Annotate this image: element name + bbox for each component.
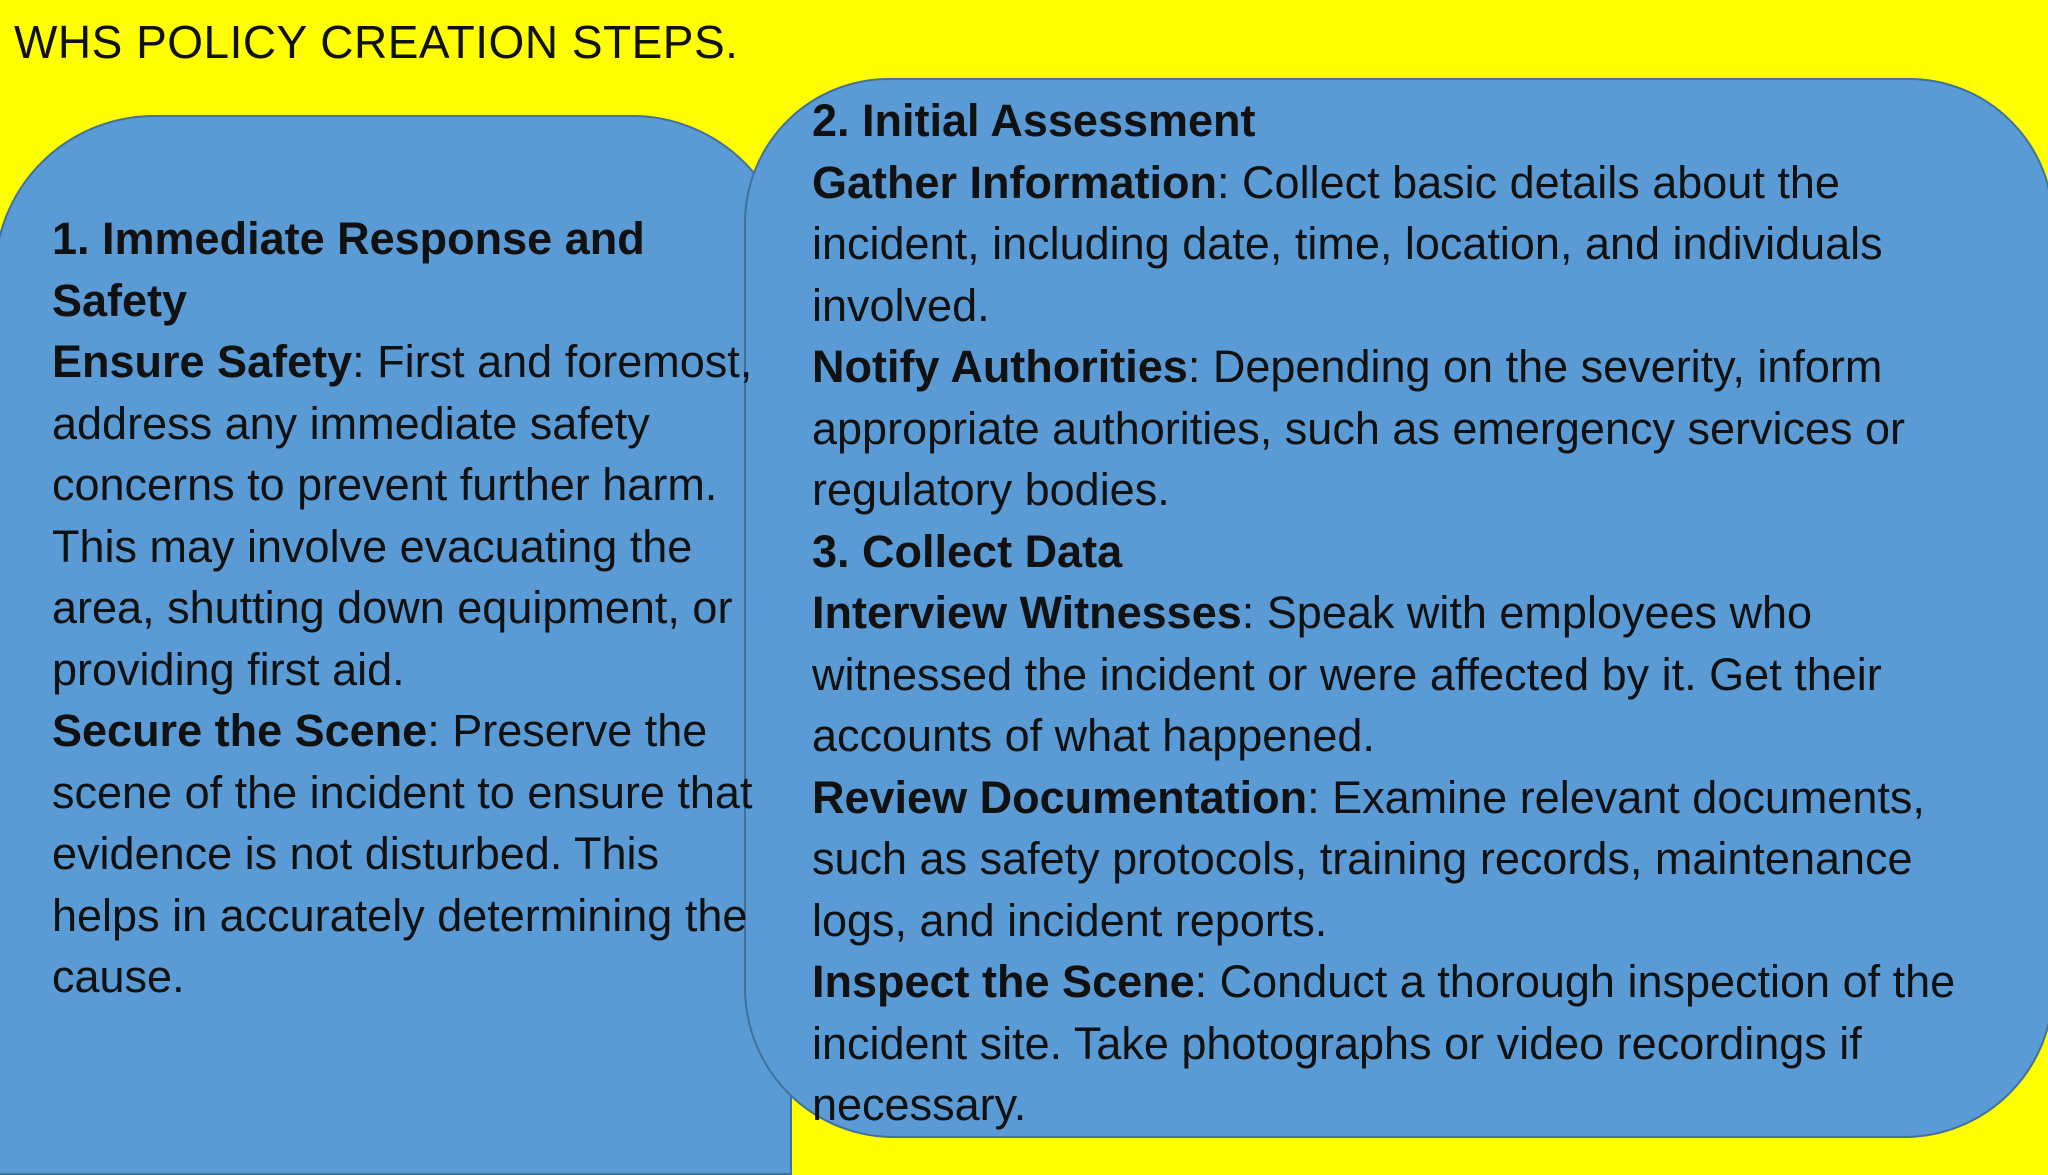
text-review-documentation: Examine relevant documents, such as safety protocols, training records, maintenance logs, and incident reports. <box>812 771 1925 946</box>
item-notify-authorities <box>812 336 2012 521</box>
colon: : <box>1307 771 1320 823</box>
colon: : <box>1187 341 1201 392</box>
text-secure-scene: Preserve the scene of the incident to ensure that evidence is not disturbed. This helps in accurately determining the cause. <box>52 705 753 1002</box>
section-heading-collect-data: 3. Collect Data <box>812 525 1123 577</box>
item-inspect-scene <box>812 951 2012 1136</box>
term-review-documentation: Review Documentation <box>812 771 1308 823</box>
item-interview-witnesses <box>812 582 2012 767</box>
text-inspect-scene: Conduct a thorough inspection of the incident site. Take photographs or video recordings if necessary. <box>812 956 1956 1130</box>
section-heading-initial-assessment: 2. Initial Assessment <box>812 95 1256 146</box>
colon: : <box>1217 156 1230 208</box>
term-notify-authorities: Notify Authorities <box>812 341 1188 392</box>
colon: : <box>427 705 440 756</box>
colon: : <box>352 336 365 387</box>
right-text-block <box>812 90 2012 1136</box>
text-interview-witnesses: Speak with employees who witnessed the incident or were affected by it. Get their accounts of what happened. <box>812 587 1882 761</box>
term-secure-scene: Secure the Scene <box>52 705 428 756</box>
colon: : <box>1241 587 1255 638</box>
item-review-documentation <box>812 767 2012 952</box>
term-gather-information: Gather Information <box>812 156 1218 208</box>
left-text-block <box>52 208 772 1008</box>
term-interview-witnesses: Interview Witnesses <box>812 587 1242 638</box>
colon: : <box>1194 956 1208 1007</box>
section-heading-immediate-response: 1. Immediate Response and Safety <box>52 213 645 326</box>
text-ensure-safety: First and foremost, address any immediate safety concerns to prevent further harm. This may involve evacuating the area, shutting down equipment, or providing first aid. <box>52 336 753 695</box>
item-ensure-safety <box>52 331 772 700</box>
text-gather-information: Collect basic details about the incident, including date, time, location, and individuals involved. <box>812 156 1883 331</box>
slide-title: WHS POLICY CREATION STEPS. <box>14 16 739 68</box>
item-gather-information <box>812 152 2012 337</box>
term-ensure-safety: Ensure Safety <box>52 336 353 387</box>
item-secure-scene <box>52 700 772 1008</box>
text-notify-authorities: Depending on the severity, inform appropriate authorities, such as emergency services or regulatory bodies. <box>812 341 1906 515</box>
term-inspect-scene: Inspect the Scene <box>812 956 1195 1007</box>
